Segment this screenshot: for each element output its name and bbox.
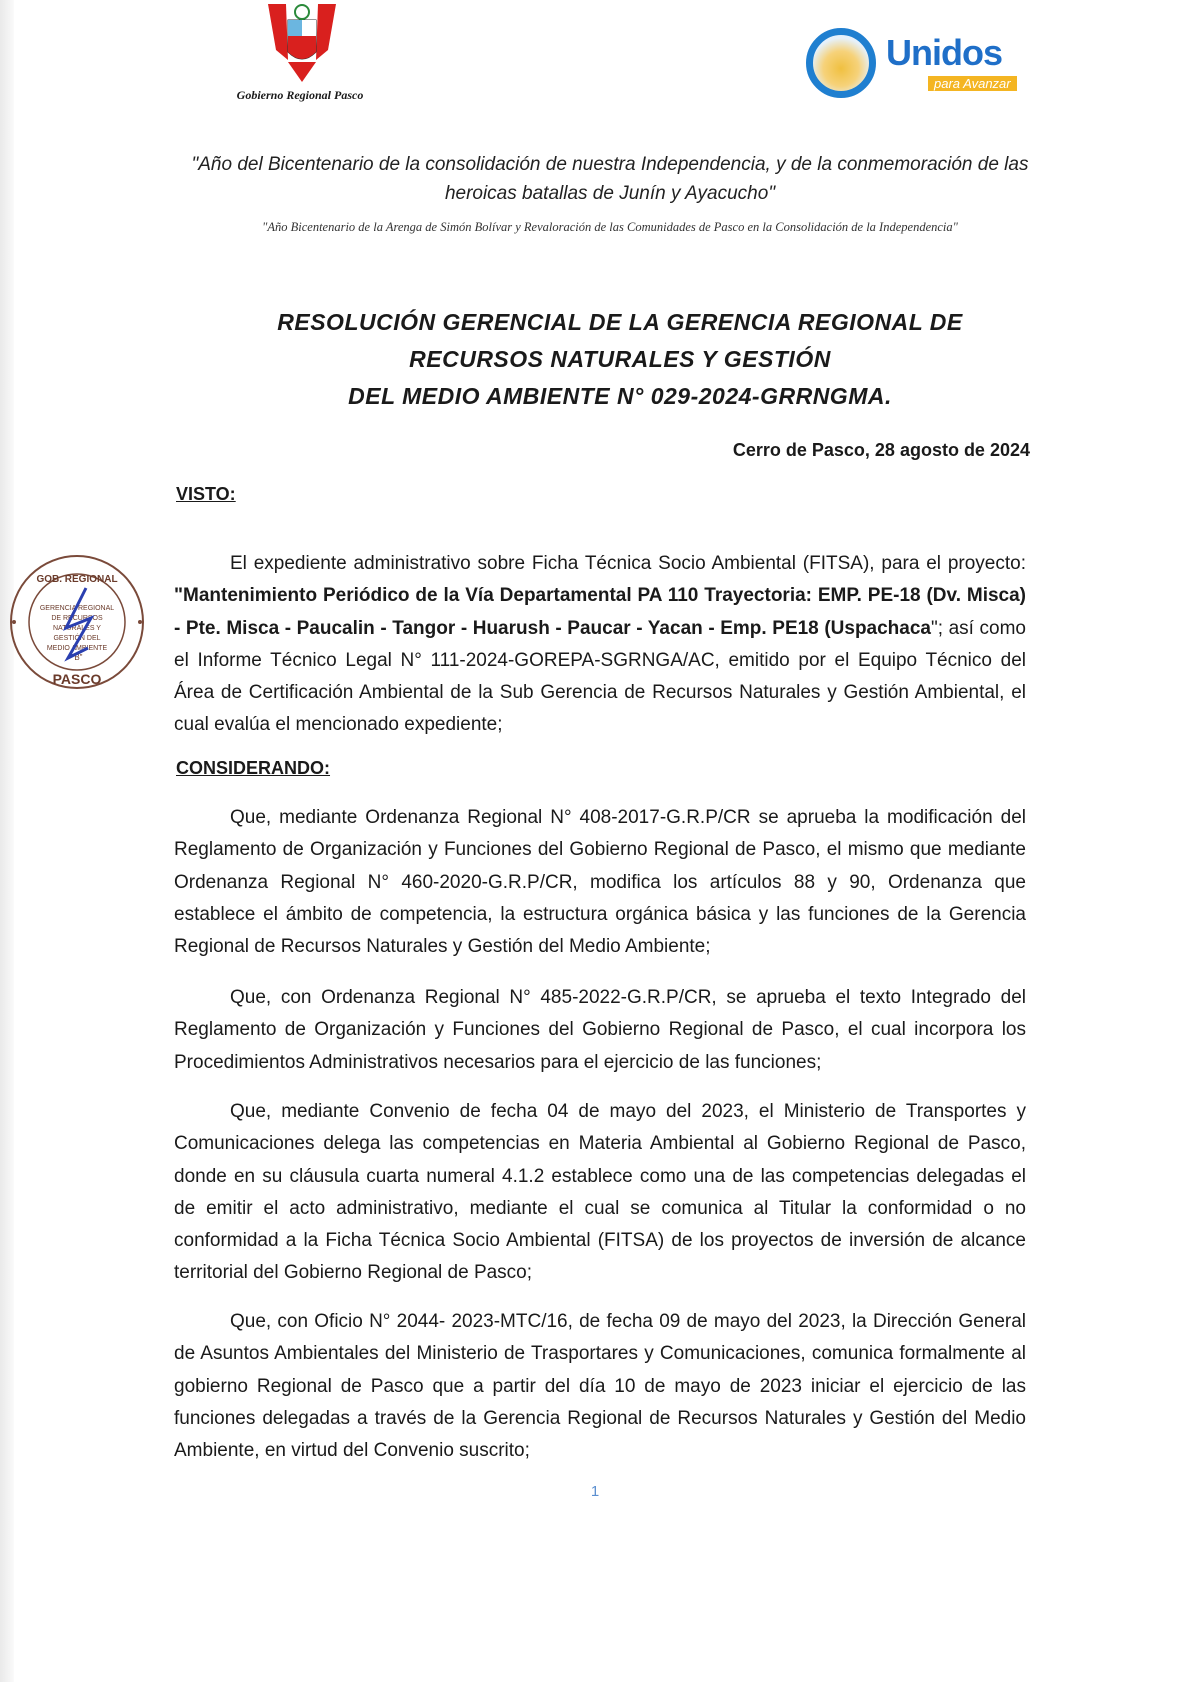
- svg-text:"B": "B": [71, 653, 83, 662]
- visto-text-c: "; así como el Informe Técnico Legal N° 111-2024-GOREPA-SGRNGA/AC, emitido por el Equipo Técnico del Área de Certificación Ambiental de la Sub Gerencia de Recursos Naturales y Gestión Ambiental, el cual evalúa el mencionado expediente;: [174, 617, 1026, 736]
- considerando-paragraph-4: Que, con Oficio N° 2044- 2023-MTC/16, de fecha 09 de mayo del 2023, la Dirección General de Asuntos Ambientales del Ministerio de Trasportares y Comunicaciones, comunica formalmente al gobierno Regional de Pasco que a partir del día 10 de mayo de 2023 iniciar el ejercicio de las funciones delegadas a través de la Gerencia Regional de Recursos Naturales y Gestión del Medio Ambiente, en virtud del Convenio suscrito;: [174, 1311, 1026, 1462]
- svg-text:MEDIO AMBIENTE: MEDIO AMBIENTE: [46, 645, 108, 652]
- considerando-paragraph-1: Que, mediante Ordenanza Regional N° 408-2017-G.R.P/CR se aprueba la modificación del Reglamento de Organización y Funciones del Gobierno Regional de Pasco, el mismo que mediante Ordenanza Regional N° 460-2020-G.R.P/CR, modifica los artículos 88 y 90, Ordenanza que establece el ámbito de competencia, la estructura orgánica básica y las funciones de la Gerencia Regional de Recursos Naturales y Gestión del Medio Ambiente;: [174, 807, 1026, 958]
- logo-tagline: para Avanzar: [928, 76, 1017, 91]
- title-line-2: RECURSOS NATURALES Y GESTIÓN: [409, 346, 831, 372]
- considerando-heading: CONSIDERANDO:: [176, 758, 331, 778]
- svg-text:DE RECURSOS: DE RECURSOS: [51, 615, 103, 622]
- considerando-paragraph-3: Que, mediante Convenio de fecha 04 de mayo del 2023, el Ministerio de Transportes y Comunicaciones delega las competencias en Materia Ambiental al Gobierno Regional de Pasco, donde en su cláusula cuarta numeral 4.1.2 establece como una de las competencias delegadas el de emitir el acto administrativo, mediante el cual se comunica al Titular la conformidad o no conformidad a la Ficha Técnica Socio Ambiental (FITSA) de los proyectos de inversión de alcance territorial del Gobierno Regional de Pasco;: [174, 1101, 1026, 1284]
- svg-text:PASCO: PASCO: [52, 671, 102, 687]
- visto-heading: VISTO:: [176, 484, 236, 504]
- svg-text:GESTIÓN DEL: GESTIÓN DEL: [53, 635, 101, 642]
- page-number: 1: [590, 1483, 600, 1500]
- official-stamp-with-signature: [6, 548, 148, 696]
- svg-text:NATURALES Y: NATURALES Y: [53, 625, 101, 632]
- left-logo-caption: Gobierno Regional Pasco: [236, 88, 364, 102]
- title-line-1: RESOLUCIÓN GERENCIAL DE LA GERENCIA REGIONAL DE: [277, 309, 963, 335]
- peru-coat-of-arms-logo: [258, 0, 346, 84]
- title-line-3: DEL MEDIO AMBIENTE N° 029-2024-GRRNGMA.: [348, 383, 892, 409]
- project-name: "Mantenimiento Periódico de la Vía Departamental PA 110 Trayectoria: EMP. PE-18 (Dv. Misca) - Pte. Misca - Paucalin - Tangor - Huarush - Paucar - Yacan - Emp. PE18 (Uspachaca: [174, 585, 1026, 639]
- scan-edge: [0, 0, 14, 1682]
- unidos-para-avanzar-logo: [806, 28, 1036, 104]
- visto-paragraph: [174, 548, 1026, 742]
- gobierno-regional-pasco-emblem: [806, 28, 876, 98]
- considerando-paragraph-2: Que, con Ordenanza Regional N° 485-2022-G.R.P/CR, se aprueba el texto Integrado del Reglamento de Organización y Funciones del Gobierno Regional de Pasco, el cual incorpora los Procedimientos Administrativos necesarios para el ejercicio de las funciones;: [174, 987, 1026, 1073]
- svg-text:GOB. REGIONAL: GOB. REGIONAL: [36, 574, 118, 585]
- place-date: Cerro de Pasco, 28 agosto de 2024: [732, 440, 1030, 460]
- regional-year-motto: "Año Bicentenario de la Arenga de Simón Bolívar y Revaloración de las Comunidades de Pasco en la Consolidación de la Independencia": [262, 220, 958, 234]
- svg-text:GERENCIA REGIONAL: GERENCIA REGIONAL: [39, 605, 115, 612]
- visto-text-a: El expediente administrativo sobre Ficha Técnica Socio Ambiental (FITSA), para el proyecto:: [230, 553, 1026, 574]
- resolution-title: [200, 304, 1040, 415]
- logo-word: Unidos: [886, 32, 1002, 73]
- national-year-motto: "Año del Bicentenario de la consolidación de nuestra Independencia, y de la conmemoración de las heroicas batallas de Junín y Ayacucho": [191, 154, 1029, 204]
